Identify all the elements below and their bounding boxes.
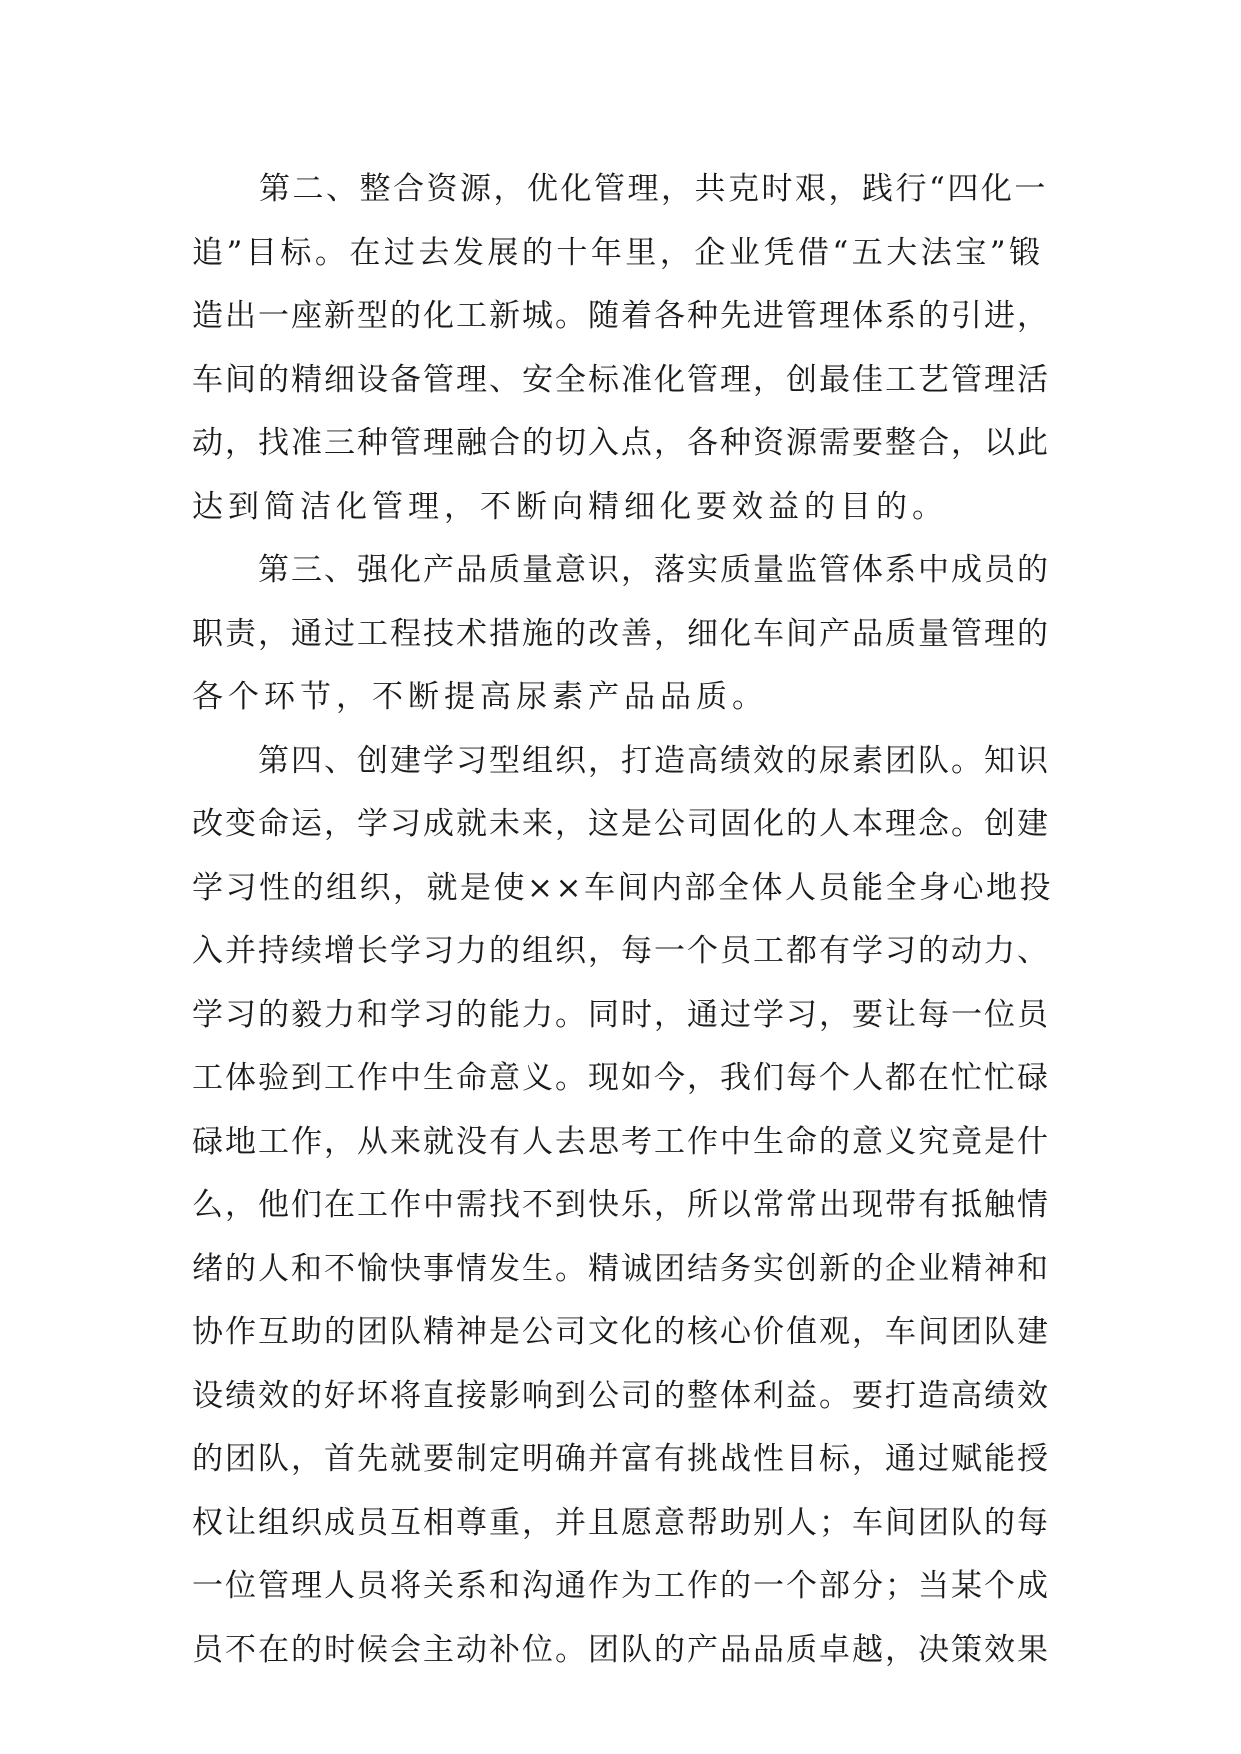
text-line: 么，他们在工作中需找不到快乐，所以常常出现带有抵触情 [192, 1187, 1050, 1223]
text-line: 设绩效的好坏将直接影响到公司的整体利益。要打造高绩效 [192, 1377, 1050, 1414]
text-line: 改变命运，学习成就未来，这是公司固化的人本理念。创建 [192, 806, 1050, 842]
text-line: 动，找准三种管理融合的切入点，各种资源需要整合，以此 [192, 425, 1050, 461]
text-line: 的团队，首先就要制定明确并富有挑战性目标，通过赋能授 [192, 1441, 1050, 1477]
text-line: 员不在的时候会主动补位。团队的产品品质卓越，决策效果 [192, 1631, 1050, 1668]
text-line: 碌地工作，从来就没有人去思考工作中生命的意义究竟是什 [192, 1123, 1050, 1160]
text-line: 各个环节，不断提高尿素产品品质。 [192, 679, 768, 715]
text-line: 第二、整合资源，优化管理，共克时艰，践行“四化一 [192, 171, 1048, 207]
text-line: 入并持续增长学习力的组织，每一个员工都有学习的动力、 [192, 933, 1050, 969]
text-line: 绪的人和不愉快事情发生。精诚团结务实创新的企业精神和 [192, 1250, 1050, 1287]
text-line: 权让组织成员互相尊重，并且愿意帮助别人；车间团队的每 [192, 1504, 1050, 1541]
document-body [192, 158, 1056, 1682]
text-line: 第四、创建学习型组织，打造高绩效的尿素团队。知识 [192, 742, 1050, 779]
text-line: 职责，通过工程技术措施的改善，细化车间产品质量管理的 [192, 615, 1050, 652]
text-line: 协作互助的团队精神是公司文化的核心价值观，车间团队建 [192, 1314, 1050, 1350]
text-line: 追”目标。在过去发展的十年里，企业凭借“五大法宝”锻 [192, 234, 1044, 271]
text-line: 一位管理人员将关系和沟通作为工作的一个部分；当某个成 [192, 1568, 1050, 1604]
text-line: 造出一座新型的化工新城。随着各种先进管理体系的引进， [192, 298, 1050, 334]
text-line: 学习的毅力和学习的能力。同时，通过学习，要让每一位员 [192, 996, 1050, 1033]
text-line: 工体验到工作中生命意义。现如今，我们每个人都在忙忙碌 [192, 1060, 1050, 1096]
text-line: 车间的精细设备管理、安全标准化管理，创最佳工艺管理活 [192, 361, 1050, 398]
text-line: 达到简洁化管理，不断向精细化要效益的目的。 [192, 488, 948, 525]
text-line: 第三、强化产品质量意识，落实质量监管体系中成员的 [192, 552, 1050, 588]
text-line: 学习性的组织，就是使××车间内部全体人员能全身心地投 [192, 869, 1053, 906]
